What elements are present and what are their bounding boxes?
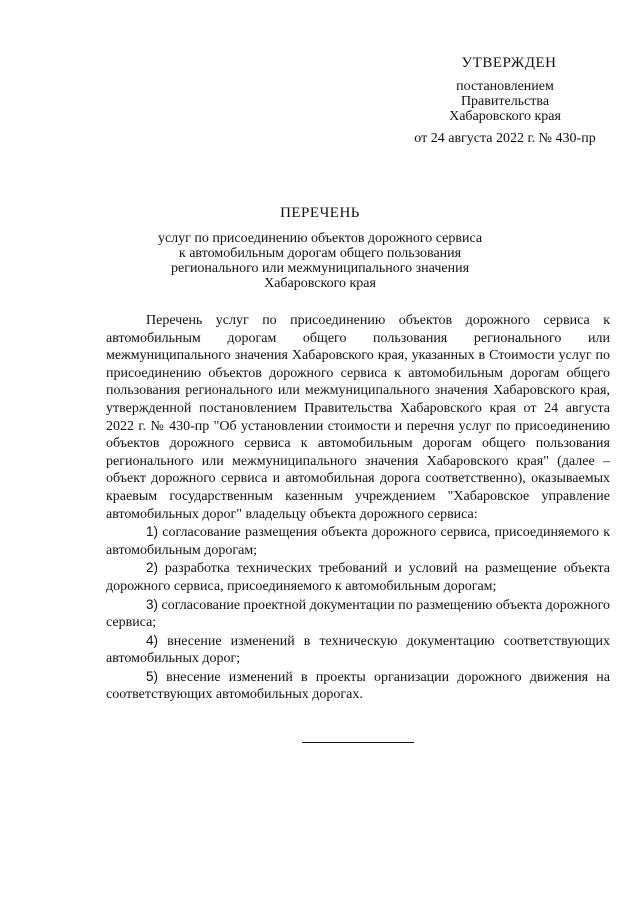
list-item-number: 4) (146, 632, 159, 648)
list-item-text: разработка технических требований и условий на размещение объекта дорожного сервиса, присоединяемого к автомобильным дорогам; (106, 561, 611, 594)
subtitle-line-3: регионального или межмуниципального значения (170, 261, 470, 276)
list-item (106, 668, 610, 704)
list-item (106, 523, 610, 559)
list-item-number: 3) (146, 596, 159, 612)
approval-date-line: от 24 августа 2022 г. № 430-пр (414, 131, 596, 146)
intro-paragraph: Перечень услуг по присоединению объектов дорожного сервиса к автомобильным дорогам общего пользования регионального или межмуниципального значения Хабаровского края, указанных в Стоимости услуг по присоединению объектов дорожного сервиса к автомобильным дорогам общего пользования регионального или межмуниципального значения Хабаровского края, утвержденной постановлением Правительства Хабаровского края от 24 августа 2022 г. № 430-пр "Об установлении стоимости и перечня услуг по присоединению объектов дорожного сервиса к автомобильным дорогам общего пользования регионального или межмуниципального значения Хабаровского края" (далее – объект дорожного сервиса и автомобильная дорога соответственно), оказываемых краевым государственным казенным учреждением "Хабаровское управление автомобильных дорог" владельцу объекта дорожного сервиса: (106, 313, 610, 522)
list-item (106, 596, 610, 632)
list-item-number: 1) (146, 524, 159, 540)
list-item-text: внесение изменений в проекты организации дорожного движения на соответствующих автомобильных дорогах. (106, 669, 610, 703)
list-item (106, 559, 610, 595)
approval-line-2: Правительства (460, 94, 550, 109)
document-title: ПЕРЕЧЕНЬ (280, 205, 360, 221)
approval-line-3: Хабаровского края (449, 109, 561, 124)
approval-heading: УТВЕРЖДЕН (461, 55, 557, 71)
approval-block (390, 56, 620, 146)
list-item-number: 5) (146, 668, 159, 684)
approval-line-1: постановлением (456, 79, 554, 94)
list-item (106, 632, 610, 668)
subtitle-line-2: к автомобильным дорогам общего пользования (178, 246, 462, 261)
title-block (130, 206, 510, 291)
list-item-text: согласование размещения объекта дорожного сервиса, присоединяемого к автомобильным дорогам; (106, 525, 610, 558)
subtitle-line-1: услуг по присоединению объектов дорожного сервиса (157, 231, 483, 246)
list-item-text: согласование проектной документации по размещению объекта дорожного сервиса; (106, 597, 610, 631)
list-item-number: 2) (146, 560, 159, 576)
document-body (106, 312, 610, 704)
list-item-text: внесение изменений в техническую документацию соответствующих автомобильных дорог; (106, 633, 611, 667)
end-divider (302, 742, 414, 743)
subtitle-line-4: Хабаровского края (264, 276, 376, 291)
